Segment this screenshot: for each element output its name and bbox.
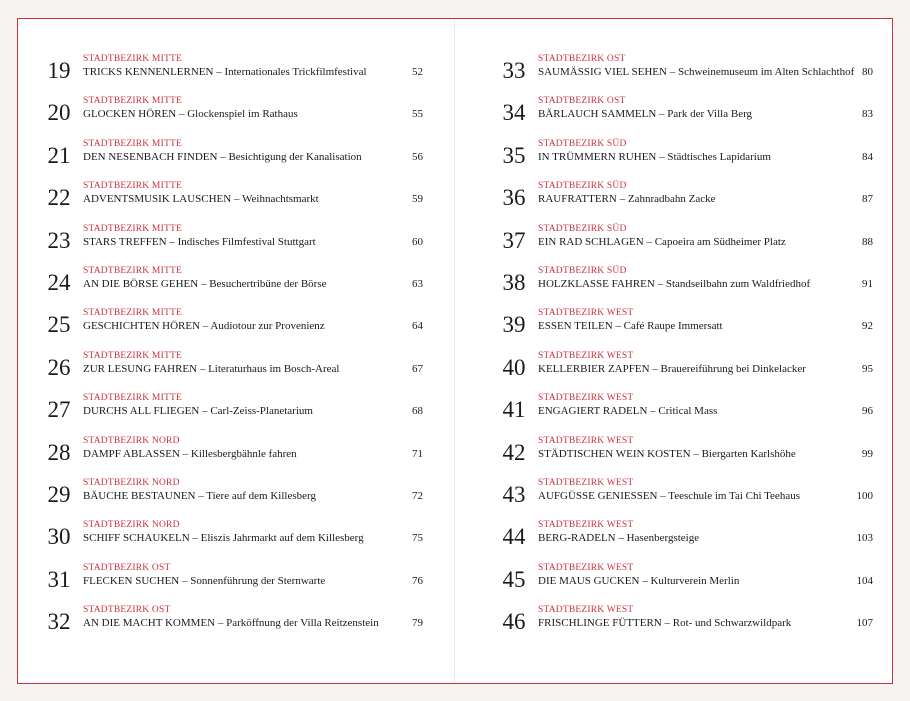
toc-entry[interactable] [493,179,883,221]
toc-entry[interactable] [493,349,883,391]
entry-district: STADTBEZIRK WEST [538,520,634,531]
entry-title: GLOCKEN HÖREN – Glockenspiel im Rathaus [83,108,298,121]
entry-title: SAUMÄSSIG VIEL SEHEN – Schweinemuseum im Alten Schlachthof [538,66,855,78]
toc-entry[interactable] [493,222,883,264]
entry-district: STADTBEZIRK NORD [83,477,180,488]
entry-title: FRISCHLINGE FÜTTERN – Rot- und Schwarzwildpark [538,617,792,630]
toc-entry[interactable] [493,603,883,645]
entry-district: STADTBEZIRK WEST [538,350,634,361]
entry-page-number: 104 [856,574,873,587]
entry-title: BÄUCHE BESTAUNEN – Tiere auf dem Killesberg [83,489,316,502]
toc-entry[interactable] [493,476,883,518]
entry-title: GESCHICHTEN HÖREN – Audiotour zur Provenienz [83,320,325,333]
entry-title: AN DIE MACHT KOMMEN – Parköffnung der Villa Reitzenstein [83,617,379,630]
entry-district: STADTBEZIRK NORD [83,520,180,531]
entry-page-number: 87 [862,193,873,206]
entry-number: 41 [502,397,526,423]
entry-number: 21 [47,142,71,168]
toc-entry[interactable] [493,518,883,560]
entry-title: FLECKEN SUCHEN – Sonnenführung der Sternwarte [83,574,326,587]
entry-title: DURCHS ALL FLIEGEN – Carl-Zeiss-Planetarium [83,405,313,418]
entry-district: STADTBEZIRK SÜD [538,223,627,234]
entry-number: 25 [47,312,71,338]
entry-district: STADTBEZIRK OST [538,96,626,107]
entry-page-number: 55 [412,108,423,121]
entry-district: STADTBEZIRK SÜD [538,181,627,192]
entry-number: 23 [47,227,71,253]
toc-entry[interactable] [38,306,428,348]
toc-entry[interactable] [493,391,883,433]
entry-page-number: 103 [856,532,873,545]
entry-number: 24 [47,269,71,295]
entry-number: 33 [502,58,526,83]
toc-column-right [493,52,883,645]
entry-title: STÄDTISCHEN WEIN KOSTEN – Biergarten Karlshöhe [538,447,796,460]
entry-page-number: 59 [412,193,423,206]
entry-number: 26 [47,354,71,380]
entry-page-number: 99 [862,447,873,460]
entry-page-number: 63 [412,277,423,290]
entry-district: STADTBEZIRK OST [83,562,171,573]
entry-district: STADTBEZIRK MITTE [83,96,182,107]
entry-title: DEN NESENBACH FINDEN – Besichtigung der Kanalisation [83,150,362,163]
entry-page-number: 100 [856,489,873,502]
entry-number: 44 [502,524,526,550]
entry-title: KELLERBIER ZAPFEN – Brauereiführung bei Dinkelacker [538,362,806,375]
entry-number: 30 [47,524,71,550]
entry-title: BÄRLAUCH SAMMELN – Park der Villa Berg [538,108,753,121]
entry-district: STADTBEZIRK WEST [538,308,634,319]
entry-title: SCHIFF SCHAUKELN – Eliszis Jahrmarkt auf dem Killesberg [83,532,364,545]
entry-page-number: 107 [856,617,873,630]
entry-title: DIE MAUS GUCKEN – Kulturverein Merlin [538,574,740,587]
entry-district: STADTBEZIRK OST [538,54,626,64]
entry-district: STADTBEZIRK MITTE [83,223,182,234]
toc-entry[interactable] [38,434,428,476]
toc-entry[interactable] [493,264,883,306]
toc-entry[interactable] [493,52,883,94]
toc-entry[interactable] [38,94,428,136]
entry-district: STADTBEZIRK OST [83,605,171,616]
entry-title: AUFGÜSSE GENIESSEN – Teeschule im Tai Chi Teehaus [538,489,800,502]
page-fold [454,19,455,683]
entry-district: STADTBEZIRK MITTE [83,181,182,192]
entry-district: STADTBEZIRK WEST [538,605,634,616]
entry-page-number: 79 [412,617,423,630]
entry-number: 36 [502,185,526,211]
entry-page-number: 68 [412,405,423,418]
entry-number: 37 [502,227,526,253]
entry-district: STADTBEZIRK WEST [538,562,634,573]
entry-page-number: 83 [862,108,873,121]
entry-page-number: 80 [862,66,873,78]
toc-entry[interactable] [38,603,428,645]
entry-number: 39 [502,312,526,338]
entry-district: STADTBEZIRK MITTE [83,308,182,319]
entry-title: IN TRÜMMERN RUHEN – Städtisches Lapidarium [538,150,771,163]
toc-entry[interactable] [38,561,428,603]
entry-district: STADTBEZIRK MITTE [83,393,182,404]
entry-title: TRICKS KENNENLERNEN – Internationales Trickfilmfestival [83,66,367,78]
entry-district: STADTBEZIRK MITTE [83,265,182,276]
entry-district: STADTBEZIRK MITTE [83,138,182,149]
entry-page-number: 60 [412,235,423,248]
entry-title: AN DIE BÖRSE GEHEN – Besuchertribüne der Börse [83,277,327,290]
toc-entry[interactable] [493,306,883,348]
entry-district: STADTBEZIRK WEST [538,435,634,446]
entry-title: BERG-RADELN – Hasenbergsteige [538,532,700,545]
toc-entry[interactable] [493,137,883,179]
entry-title: ZUR LESUNG FAHREN – Literaturhaus im Bosch-Areal [83,362,340,375]
toc-entry[interactable] [38,179,428,221]
entry-title: ENGAGIERT RADELN – Critical Mass [538,405,718,418]
toc-entry[interactable] [38,476,428,518]
entry-district: STADTBEZIRK MITTE [83,350,182,361]
entry-title: RAUFRATTERN – Zahnradbahn Zacke [538,193,716,206]
entry-number: 42 [502,439,526,465]
entry-number: 31 [47,566,71,592]
entry-page-number: 52 [412,66,423,78]
entry-page-number: 92 [862,320,873,333]
entry-page-number: 56 [412,150,423,163]
entry-number: 35 [502,142,526,168]
toc-entry[interactable] [38,137,428,179]
entry-title: EIN RAD SCHLAGEN – Capoeira am Südheimer Platz [538,235,786,248]
toc-entry[interactable] [493,94,883,136]
entry-number: 22 [47,185,71,211]
entry-number: 29 [47,481,71,507]
toc-entry[interactable] [493,434,883,476]
entry-number: 32 [47,609,71,635]
entry-page-number: 88 [862,235,873,248]
entry-district: STADTBEZIRK NORD [83,435,180,446]
toc-spread [17,18,893,684]
toc-entry[interactable] [38,222,428,264]
entry-page-number: 91 [862,277,873,290]
entry-title: ADVENTSMUSIK LAUSCHEN – Weihnachtsmarkt [83,193,319,206]
entry-page-number: 64 [412,320,423,333]
entry-number: 27 [47,397,71,423]
entry-title: STARS TREFFEN – Indisches Filmfestival Stuttgart [83,235,316,248]
entry-district: STADTBEZIRK SÜD [538,138,627,149]
entry-number: 28 [47,439,71,465]
entry-district: STADTBEZIRK SÜD [538,265,627,276]
entry-title: HOLZKLASSE FAHREN – Standseilbahn zum Waldfriedhof [538,277,811,290]
entry-page-number: 76 [412,574,423,587]
entry-title: ESSEN TEILEN – Café Raupe Immersatt [538,320,723,333]
toc-entry[interactable] [38,264,428,306]
toc-entry[interactable] [38,518,428,560]
toc-column-left [38,52,428,645]
entry-page-number: 67 [412,362,423,375]
toc-entry[interactable] [493,561,883,603]
entry-district: STADTBEZIRK MITTE [83,54,182,64]
entry-number: 46 [502,609,526,635]
entry-number: 40 [502,354,526,380]
entry-number: 19 [47,58,71,83]
entry-title: DAMPF ABLASSEN – Killesbergbähnle fahren [83,447,297,460]
entry-number: 45 [502,566,526,592]
entry-page-number: 72 [412,489,423,502]
entry-district: STADTBEZIRK WEST [538,477,634,488]
toc-entry[interactable] [38,391,428,433]
entry-number: 43 [502,481,526,507]
entry-number: 38 [502,269,526,295]
entry-page-number: 95 [862,362,873,375]
entry-number: 34 [502,100,526,126]
entry-page-number: 96 [862,405,873,418]
entry-page-number: 71 [412,447,423,460]
toc-entry[interactable] [38,52,428,94]
entry-number: 20 [47,100,71,126]
toc-entry[interactable] [38,349,428,391]
entry-page-number: 75 [412,532,423,545]
entry-page-number: 84 [862,150,873,163]
entry-district: STADTBEZIRK WEST [538,393,634,404]
